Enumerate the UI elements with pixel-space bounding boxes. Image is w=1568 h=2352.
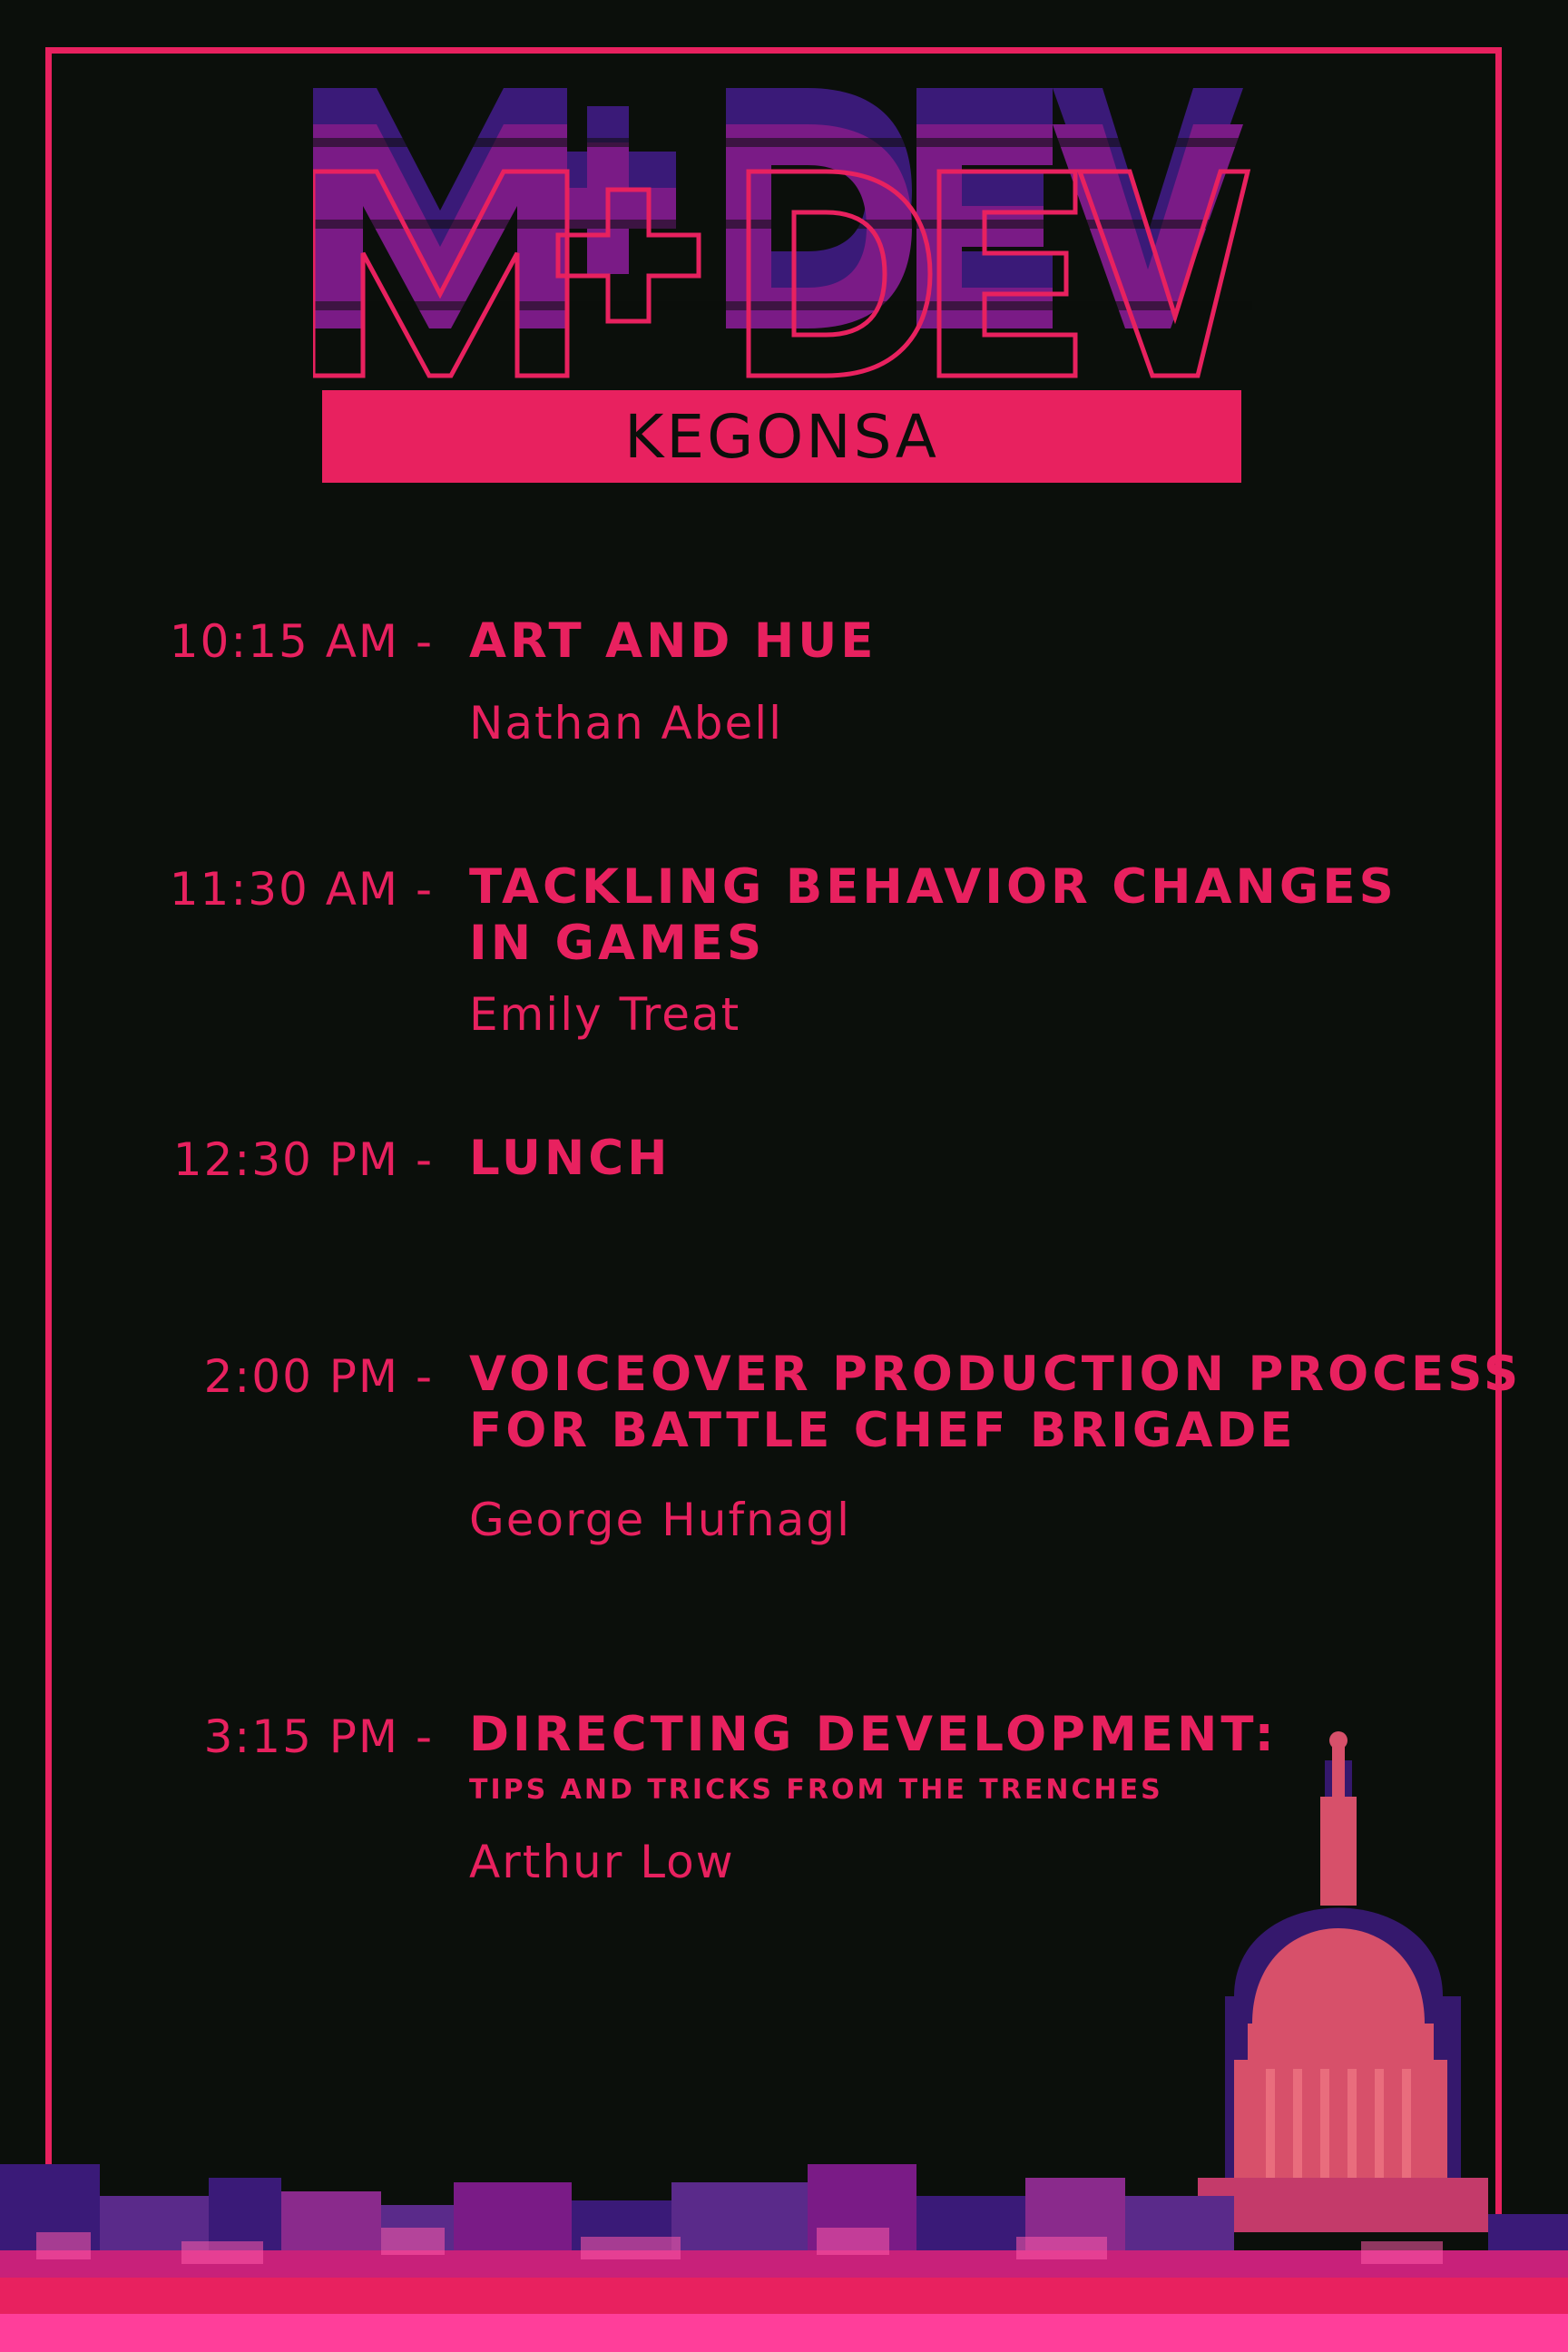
capitol-skyline-illustration	[0, 1724, 1568, 2352]
venue-banner	[322, 390, 1241, 483]
session-speaker: Arthur Low	[469, 1836, 735, 1888]
session-title: DIRECTING DEVELOPMENT:	[469, 1707, 1278, 1762]
session-title: ART AND HUE	[469, 613, 877, 669]
venue-name: KEGONSA	[624, 401, 939, 472]
session-time: 11:30 AM -	[169, 863, 434, 916]
session-title-line-2: FOR BATTLE CHEF BRIGADE	[469, 1403, 1297, 1458]
session-time: 2:00 PM -	[203, 1350, 434, 1403]
session-time: 12:30 PM -	[172, 1133, 434, 1186]
session-speaker: George Hufnagl	[469, 1494, 852, 1546]
session-time: 10:15 AM -	[169, 615, 434, 668]
session-time: 3:15 PM -	[203, 1710, 434, 1763]
mdev-logo	[313, 83, 1252, 383]
session-title-line-2: IN GAMES	[469, 916, 766, 971]
session-subtitle: TIPS AND TRICKS FROM THE TRENCHES	[469, 1774, 1163, 1806]
session-title: LUNCH	[469, 1131, 671, 1186]
session-title: VOICEOVER PRODUCTION PROCESS	[469, 1347, 1523, 1402]
session-speaker: Emily Treat	[469, 988, 741, 1041]
session-title: TACKLING BEHAVIOR CHANGES	[469, 859, 1397, 915]
session-speaker: Nathan Abell	[469, 697, 784, 750]
